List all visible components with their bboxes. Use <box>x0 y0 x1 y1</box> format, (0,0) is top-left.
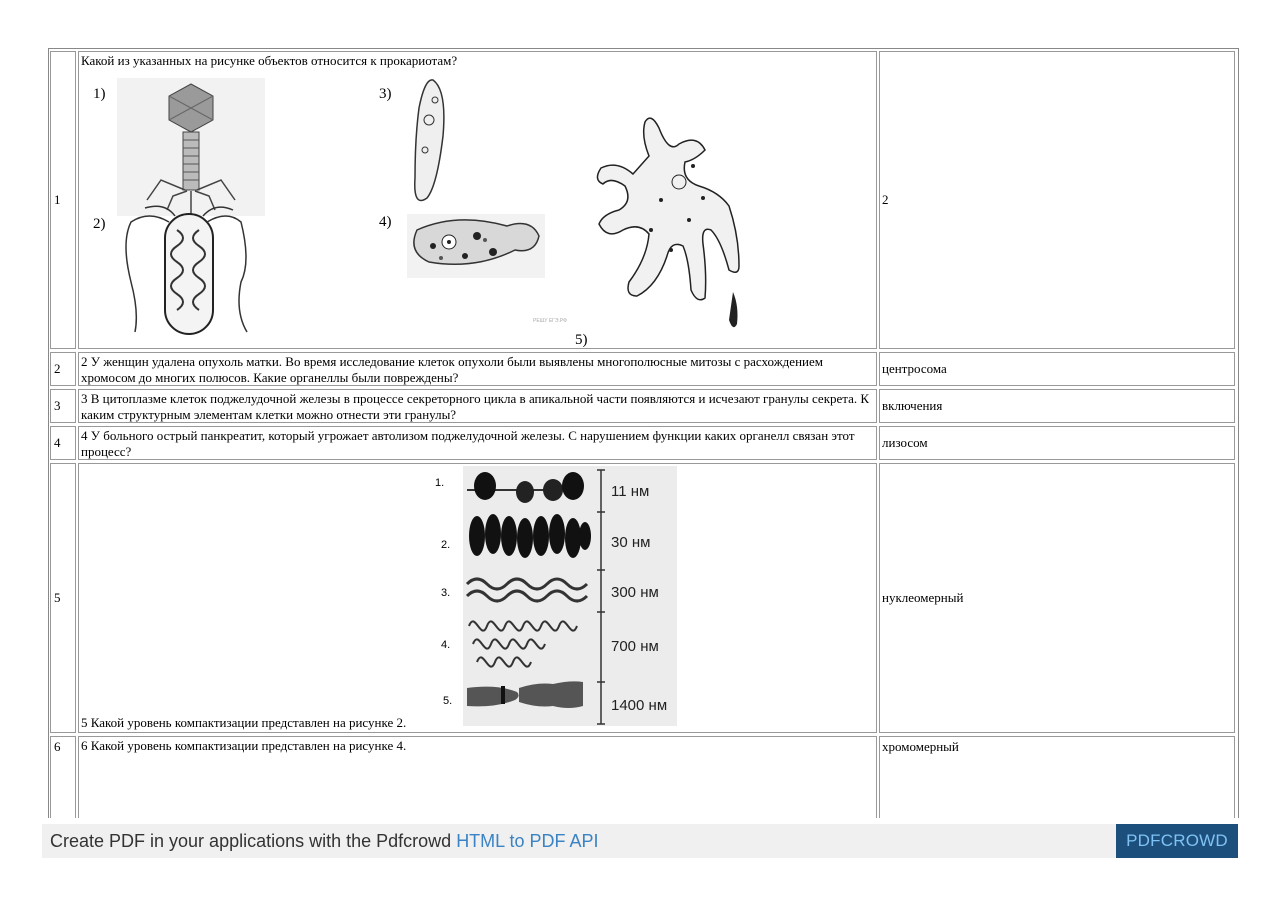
answer-cell: хромомерный <box>879 736 1235 818</box>
svg-text:700 нм: 700 нм <box>611 638 659 655</box>
question-text: 5 Какой уровень компактизации представлен на рисунке 2. <box>81 715 407 730</box>
svg-text:5): 5) <box>575 332 588 348</box>
question-text: 4 У больного острый панкреатит, который угрожает автолизом поджелудочной железы. С нарушением функции каких органелл связан этот процесс? <box>78 426 877 460</box>
row-number: 4 <box>50 426 76 460</box>
svg-text:3): 3) <box>379 86 392 102</box>
svg-text:30 нм: 30 нм <box>611 534 651 551</box>
svg-text:300 нм: 300 нм <box>611 584 659 601</box>
svg-text:РЕШУ ЕГЭ.РФ: РЕШУ ЕГЭ.РФ <box>533 318 567 324</box>
answer-cell: 2 <box>879 51 1235 349</box>
document-table <box>48 48 1240 818</box>
answer-cell: центросома <box>879 352 1235 386</box>
answer-cell: лизосом <box>879 426 1235 460</box>
svg-text:1400 нм: 1400 нм <box>611 697 668 714</box>
row-number: 5 <box>50 463 76 733</box>
svg-text:4): 4) <box>379 214 392 230</box>
svg-text:4.: 4. <box>441 639 451 651</box>
question-text: 2 У женщин удалена опухоль матки. Во время исследование клеток опухоли были выявлены многополюсные митозы с расхождением хромосом до многих полюсов. Какие органеллы были повреждены? <box>78 352 877 386</box>
row-number: 1 <box>50 51 76 349</box>
svg-text:11 нм: 11 нм <box>611 483 650 500</box>
row-number: 2 <box>50 352 76 386</box>
prokaryote-figure <box>81 70 876 348</box>
question-text: 3 В цитоплазме клеток поджелудочной железы в процессе секреторного цикла в апикальной части появляются и исчезают гранулы секрета. К каким структурным элементам клетки можно отнести эти гранулы? <box>78 389 877 423</box>
row-number: 6 <box>50 736 76 818</box>
chromatin-figure <box>433 466 693 728</box>
question-cell <box>78 51 877 349</box>
svg-text:2.: 2. <box>441 539 451 551</box>
svg-text:5.: 5. <box>443 695 453 707</box>
svg-text:2): 2) <box>93 216 106 232</box>
svg-text:3.: 3. <box>441 587 451 599</box>
pdfcrowd-footer <box>42 824 1238 858</box>
question-text: 6 Какой уровень компактизации представлен на рисунке 4. <box>78 736 877 818</box>
question-text: Какой из указанных на рисунке объектов относится к прокариотам? <box>81 53 458 68</box>
question-cell <box>78 463 877 733</box>
figure-label: 1) <box>93 86 106 102</box>
row-number: 3 <box>50 389 76 423</box>
html-to-pdf-link[interactable]: HTML to PDF API <box>456 831 599 851</box>
answer-cell: включения <box>879 389 1235 423</box>
svg-text:1.: 1. <box>435 477 445 489</box>
footer-text: Create PDF in your applications with the Pdfcrowd HTML to PDF API <box>50 831 599 851</box>
pdfcrowd-logo-button[interactable]: PDFCROWD <box>1116 824 1238 858</box>
answer-cell: нуклеомерный <box>879 463 1235 733</box>
